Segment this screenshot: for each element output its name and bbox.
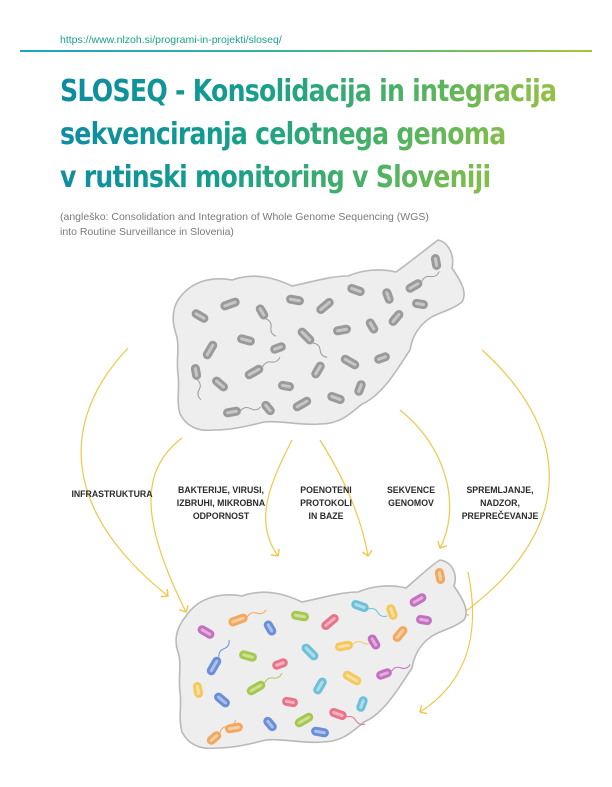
- label-genomes: SEKVENCE GENOMOV: [386, 485, 436, 509]
- title-line: sekvenciranja celotnega genoma: [60, 117, 506, 152]
- label-pathogens: BAKTERIJE, VIRUSI, IZBRUHI, MIKROBNA ODPORNOST: [176, 485, 266, 522]
- arrow-genomes: [400, 410, 450, 548]
- title-line: v rutinski monitoring v Sloveniji: [60, 160, 491, 195]
- label-protocols: POENOTENI PROTOKOLI IN BAZE: [300, 485, 352, 522]
- arrow-infrastructure: [81, 348, 168, 596]
- title-line: SLOSEQ - Konsolidacija in integracija: [60, 74, 557, 109]
- source-url[interactable]: https://www.nlzoh.si/programi-in-projekti/sloseq/: [60, 34, 282, 46]
- subtitle-line: (angleško: Consolidation and Integration of Whole Genome Sequencing (WGS): [60, 211, 429, 223]
- arrow-surveillance: [462, 350, 549, 614]
- label-surveillance: SPREMLJANJE, NADZOR, PREPREČEVANJE: [461, 485, 539, 522]
- subtitle-line: into Routine Surveillance in Slovenia): [60, 226, 234, 238]
- slovenia-map-colored: [176, 560, 466, 748]
- label-infrastructure: INFRASTRUKTURA: [71, 489, 153, 500]
- slovenia-map-gray: [173, 240, 464, 430]
